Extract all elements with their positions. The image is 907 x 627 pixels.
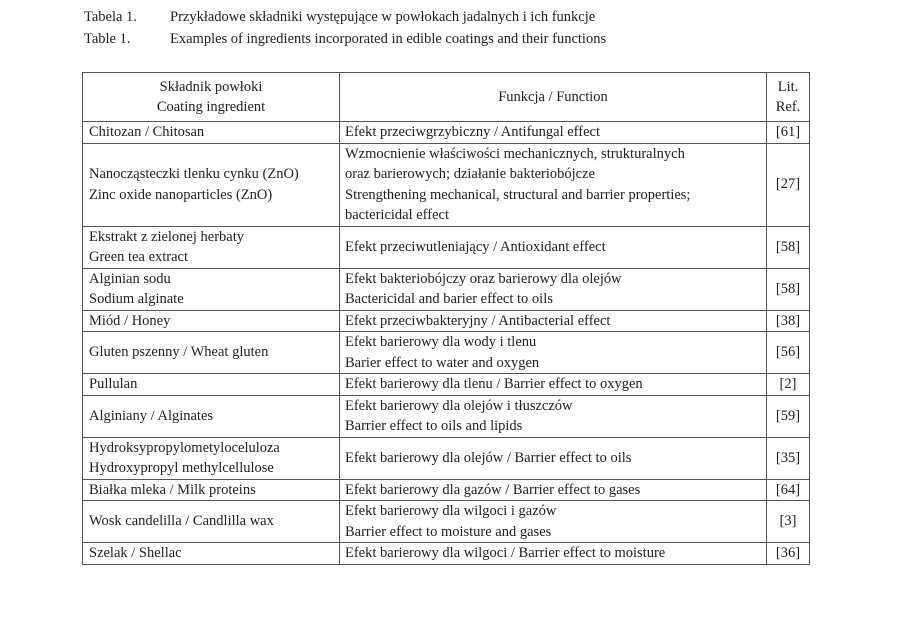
ingredient-cell-line: Alginian sodu xyxy=(89,270,171,287)
table-row xyxy=(83,543,810,565)
function-cell xyxy=(340,268,767,310)
caption-number-english: Table 1. xyxy=(84,31,131,47)
table-row xyxy=(83,479,810,501)
function-cell-line: Efekt barierowy dla tlenu / Barrier effect to oxygen xyxy=(345,376,643,392)
header-ingredient-en: Coating ingredient xyxy=(156,99,266,115)
reference-cell: [56] xyxy=(767,332,810,374)
reference-cell: [64] xyxy=(767,479,810,501)
table-row xyxy=(83,501,810,543)
reference-cell: [58] xyxy=(767,268,810,310)
header-ingredient xyxy=(83,73,340,122)
header-function: Funkcja / Function xyxy=(340,73,767,122)
table-row xyxy=(83,268,810,310)
caption-text-english: Examples of ingredients incorporated in edible coatings and their functions xyxy=(170,31,607,47)
table-row xyxy=(83,395,810,437)
function-cell-line: Efekt przeciwgrzybiczny / Antifungal effect xyxy=(345,124,600,140)
reference-cell: [61] xyxy=(767,122,810,144)
table-row xyxy=(83,122,810,144)
ingredient-cell xyxy=(83,332,340,374)
function-cell-line: bactericidal effect xyxy=(345,207,449,223)
function-cell-line: Efekt przeciwbakteryjny / Antibacterial effect xyxy=(345,312,611,329)
function-cell xyxy=(340,122,767,144)
header-ingredient-pl: Składnik powłoki xyxy=(159,78,263,95)
function-cell xyxy=(340,543,767,565)
function-cell xyxy=(340,479,767,501)
function-cell xyxy=(340,374,767,396)
ingredient-cell xyxy=(83,268,340,310)
ingredient-cell-line: Wosk candelilla / Candlilla wax xyxy=(89,513,274,530)
function-cell-line: Barrier effect to oils and lipids xyxy=(345,418,523,434)
function-cell-line: Efekt przeciwutleniający / Antioxidant effect xyxy=(345,238,606,255)
header-ref-en: Ref. xyxy=(775,99,801,115)
table-row xyxy=(83,310,810,332)
ingredient-cell-line: Gluten pszenny / Wheat gluten xyxy=(89,344,269,361)
header-ref-pl: Lit. xyxy=(777,78,799,95)
reference-cell: [35] xyxy=(767,437,810,479)
function-cell xyxy=(340,310,767,332)
table-row xyxy=(83,332,810,374)
ingredient-cell-line: Hydroksypropylometyloceluloza xyxy=(89,439,280,456)
ingredient-cell xyxy=(83,543,340,565)
function-cell xyxy=(340,332,767,374)
ingredient-cell xyxy=(83,479,340,501)
caption-number-polish: Tabela 1. xyxy=(84,9,137,25)
function-cell-line: Efekt barierowy dla olejów i tłuszczów xyxy=(345,397,573,414)
ingredient-cell-line: Białka mleka / Milk proteins xyxy=(89,481,256,498)
ingredient-cell-line: Alginiany / Alginates xyxy=(89,407,214,424)
ingredient-cell-line: Hydroxypropyl methylcellulose xyxy=(89,460,274,476)
function-cell xyxy=(340,501,767,543)
ingredient-cell xyxy=(83,374,340,396)
table-caption-polish xyxy=(84,8,595,26)
ingredient-cell xyxy=(83,395,340,437)
ingredient-cell-line: Szelak / Shellac xyxy=(89,545,182,561)
function-cell-line: Efekt barierowy dla wilgoci i gazów xyxy=(345,503,557,519)
ingredient-cell-line: Zinc oxide nanoparticles (ZnO) xyxy=(89,186,273,203)
ingredient-cell-line: Nanocząsteczki tlenku cynku (ZnO) xyxy=(89,166,299,182)
table-row xyxy=(83,437,810,479)
table-caption-english xyxy=(84,30,606,48)
function-cell-line: Barrier effect to moisture and gases xyxy=(345,523,552,540)
table-row xyxy=(83,226,810,268)
function-cell xyxy=(340,143,767,226)
function-cell-line: oraz barierowych; działanie bakteriobójcze xyxy=(345,166,595,182)
function-cell-line: Bactericidal and barier effect to oils xyxy=(345,291,553,307)
caption-text-polish: Przykładowe składniki występujące w powłokach jadalnych i ich funkcje xyxy=(170,9,596,25)
reference-cell: [27] xyxy=(767,143,810,226)
ingredient-cell xyxy=(83,143,340,226)
ingredient-cell xyxy=(83,226,340,268)
function-cell-line: Efekt barierowy dla olejów / Barrier effect to oils xyxy=(345,449,632,466)
function-cell-line: Efekt bakteriobójczy oraz barierowy dla olejów xyxy=(345,270,622,287)
table-body xyxy=(83,122,810,565)
header-ref xyxy=(767,73,810,122)
ingredient-cell xyxy=(83,310,340,332)
ingredient-cell-line: Sodium alginate xyxy=(89,291,184,307)
ingredient-cell-line: Green tea extract xyxy=(89,249,189,265)
reference-cell: [38] xyxy=(767,310,810,332)
function-cell xyxy=(340,395,767,437)
ingredient-cell-line: Pullulan xyxy=(89,376,138,392)
function-cell xyxy=(340,437,767,479)
ingredient-cell xyxy=(83,437,340,479)
function-cell-line: Efekt barierowy dla wilgoci / Barrier effect to moisture xyxy=(345,545,666,561)
reference-cell: [3] xyxy=(767,501,810,543)
ingredient-cell-line: Miód / Honey xyxy=(89,312,171,329)
function-cell-line: Strengthening mechanical, structural and barrier properties; xyxy=(345,186,691,203)
function-cell-line: Efekt barierowy dla gazów / Barrier effect to gases xyxy=(345,481,641,498)
table-header-row xyxy=(83,73,810,122)
function-cell xyxy=(340,226,767,268)
ingredients-table xyxy=(82,72,810,565)
function-cell-line: Barier effect to water and oxygen xyxy=(345,354,540,371)
table-row xyxy=(83,143,810,226)
reference-cell: [59] xyxy=(767,395,810,437)
ingredient-cell-line: Chitozan / Chitosan xyxy=(89,124,205,140)
reference-cell: [2] xyxy=(767,374,810,396)
ingredient-cell-line: Ekstrakt z zielonej herbaty xyxy=(89,228,245,245)
reference-cell: [58] xyxy=(767,226,810,268)
ingredient-cell xyxy=(83,501,340,543)
reference-cell: [36] xyxy=(767,543,810,565)
table-row xyxy=(83,374,810,396)
function-cell-line: Efekt barierowy dla wody i tlenu xyxy=(345,334,537,350)
function-cell-line: Wzmocnienie właściwości mechanicznych, strukturalnych xyxy=(345,145,685,162)
ingredient-cell xyxy=(83,122,340,144)
